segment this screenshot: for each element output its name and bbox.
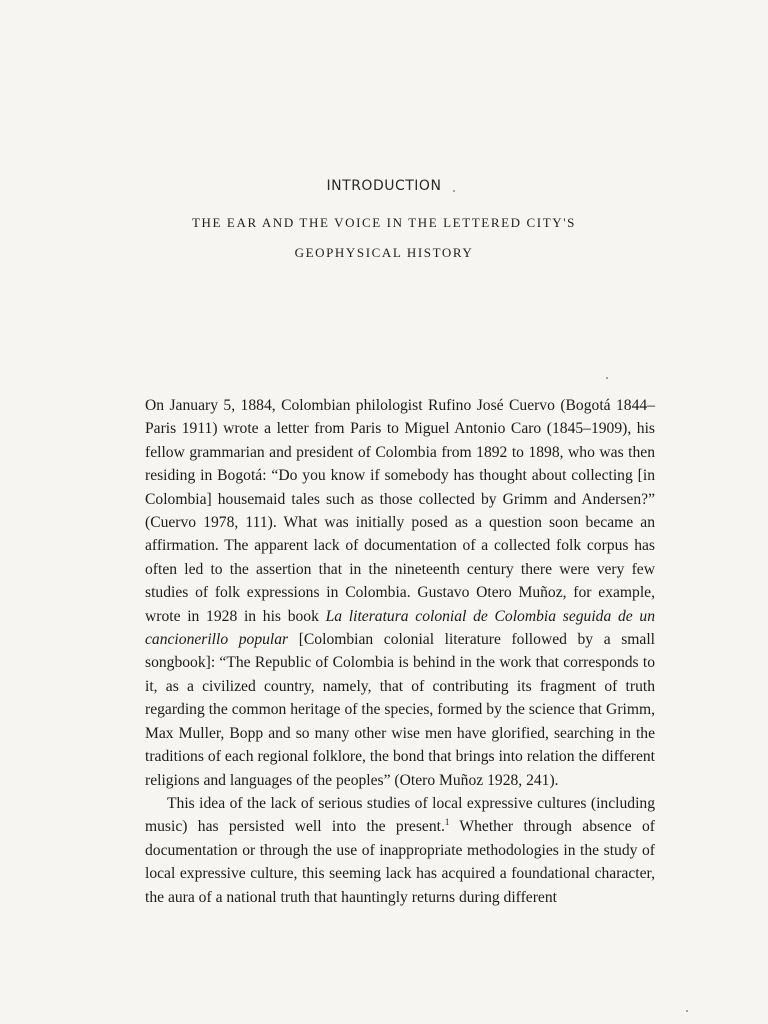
chapter-title-line-2: GEOPHYSICAL HISTORY: [294, 245, 474, 260]
scan-speck: [453, 190, 455, 192]
chapter-label: INTRODUCTION: [326, 178, 442, 194]
scan-speck: [686, 1010, 688, 1012]
paragraph-2: [145, 792, 655, 909]
paragraph-1: [145, 394, 655, 792]
footnote-ref: 1: [444, 817, 450, 828]
chapter-title: [100, 208, 668, 268]
paragraph-1-text-a: On January 5, 1884, Colombian philologist Rufino José Cuervo (Bogotá 1844–Paris 1911) wrote a letter from Paris to Miguel Antonio Caro (1845–1909), his fellow grammarian and president of Colombia from 1892 to 1898, who was then residing in Bogotá: “Do you know if somebody has thought about collecting [in Colombia] housemaid tales such as those collected by Grimm and Andersen?” (Cuervo 1978, 111). What was initially posed as a question soon became an affirmation. The apparent lack of documentation of a collected folk corpus has often led to the assertion that in the nineteenth century there were very few studies of folk expressions in Colombia. Gustavo Otero Muñoz, for example, wrote in 1928 in his book: [145, 397, 655, 625]
paragraph-2-text-b: Whether through absence of documentation or through the use of inappropriate methodologies in the study of local expressive culture, this seeming lack has acquired a foundational character, the aura of a national truth that hauntingly returns during different: [145, 818, 655, 906]
book-title: La literatura colonial de Colombia seguida de un cancionerillo popular: [145, 607, 655, 649]
chapter-title-line-1: THE EAR AND THE VOICE IN THE LETTERED CITY'S: [192, 215, 576, 230]
body-text: [145, 394, 655, 909]
paragraph-2-text-a: This idea of the lack of serious studies of local expressive cultures (including music) has persisted well into the present.: [145, 794, 655, 836]
scan-speck: [606, 377, 608, 379]
paragraph-1-text-b: [Colombian colonial literature followed by a small songbook]: “The Republic of Colombia is behind in the work that corresponds to it, as a civilized country, namely, that of contributing its fragment of truth regarding the common heritage of the species, formed by the science that Grimm, Max Muller, Bopp and so many other wise men have glorified, searching in the traditions of each regional folklore, the bond that brings into relation the different religions and languages of the peoples” (Otero Muñoz 1928, 241).: [145, 631, 655, 789]
